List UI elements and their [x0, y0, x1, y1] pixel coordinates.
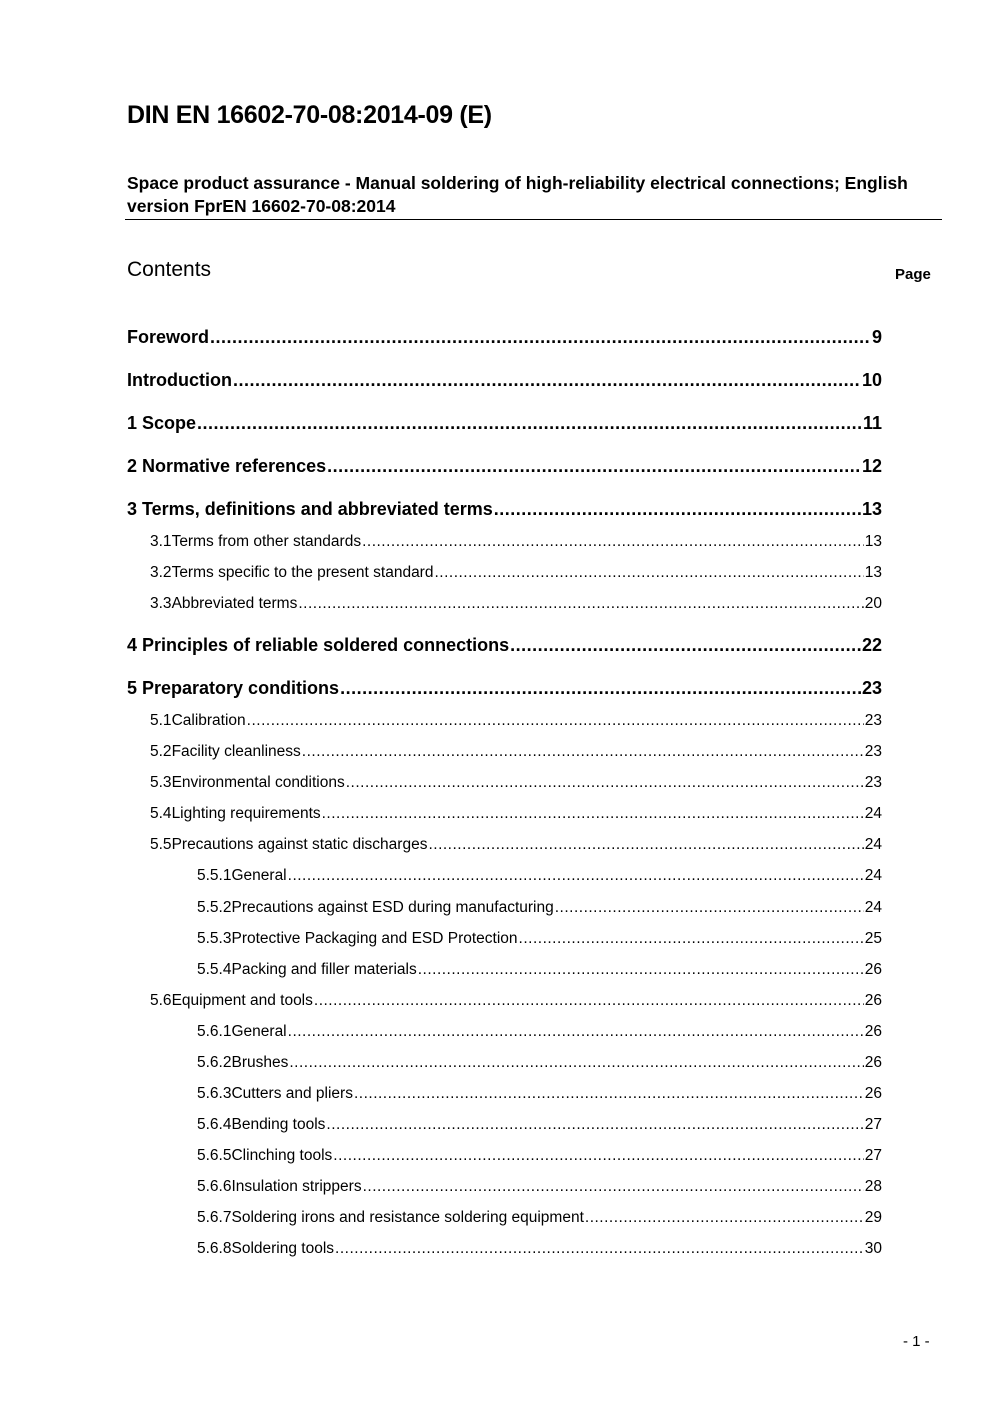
toc-entry-page: 10	[861, 370, 882, 390]
toc-dot-leader	[288, 867, 864, 885]
toc-entry-number: 5.4	[150, 805, 172, 822]
toc-dot-leader	[494, 499, 861, 520]
toc-dot-leader	[519, 930, 864, 948]
toc-dot-leader	[434, 564, 863, 582]
toc-dot-leader	[346, 774, 864, 792]
toc-dot-leader	[335, 1240, 864, 1258]
toc-dot-leader	[340, 678, 861, 699]
toc-entry-page: 28	[864, 1178, 882, 1195]
toc-dot-leader	[288, 1023, 864, 1041]
toc-entry-label: Facility cleanliness	[171, 743, 301, 760]
toc-entry[interactable]	[197, 899, 882, 917]
toc-entry-number: 5.6.8	[197, 1240, 232, 1257]
toc-entry-page: 24	[864, 867, 882, 884]
toc-entry-page: 25	[864, 930, 882, 947]
toc-entry[interactable]	[197, 1178, 882, 1196]
toc-entry-number: 5.6.2	[197, 1054, 232, 1071]
toc-entry-page: 26	[864, 961, 882, 978]
toc-entry[interactable]	[197, 1023, 882, 1041]
toc-entry-page: 24	[864, 899, 882, 916]
toc-entry[interactable]	[197, 930, 882, 948]
toc-entry-number: 5.6.4	[197, 1116, 232, 1133]
toc-entry[interactable]	[150, 774, 882, 792]
toc-entry-label: General	[231, 1023, 287, 1040]
toc-entry-title: 3 Terms, definitions and abbreviated terms	[127, 499, 493, 519]
document-subtitle: Space product assurance - Manual soldering of high-reliability electrical connections; English version FprEN 16602-70-08:2014	[127, 173, 908, 216]
toc-dot-leader	[247, 712, 864, 730]
toc-entry-number: 5.5.2	[197, 899, 232, 916]
toc-entry-title: 4 Principles of reliable soldered connections	[127, 635, 510, 655]
toc-dot-leader	[298, 595, 863, 613]
toc-dot-leader	[326, 1116, 863, 1134]
toc-entry[interactable]	[150, 805, 882, 823]
toc-entry[interactable]	[197, 1209, 882, 1227]
page-column-label: Page	[895, 266, 931, 283]
toc-entry[interactable]	[197, 1116, 882, 1134]
toc-entry[interactable]	[150, 712, 882, 730]
toc-entry-number: 5.1	[150, 712, 172, 729]
toc-entry-page: 20	[864, 595, 882, 612]
toc-entry-page: 13	[864, 533, 882, 550]
toc-dot-leader	[197, 413, 862, 434]
toc-entry[interactable]	[127, 413, 882, 434]
toc-entry[interactable]	[197, 1240, 882, 1258]
toc-entry-number: 5.6.5	[197, 1147, 232, 1164]
toc-dot-leader	[510, 635, 861, 656]
toc-entry-title: Introduction	[127, 370, 232, 390]
toc-dot-leader	[314, 992, 864, 1010]
toc-dot-leader	[418, 961, 864, 979]
toc-entry-label: Brushes	[231, 1054, 289, 1071]
toc-entry-label: Terms from other standards	[171, 533, 362, 550]
toc-dot-leader	[428, 836, 863, 854]
toc-dot-leader	[302, 743, 864, 761]
toc-entry-page: 23	[864, 774, 882, 791]
toc-entry-page: 30	[864, 1240, 882, 1257]
toc-entry[interactable]	[127, 456, 882, 477]
toc-entry-page: 29	[864, 1209, 882, 1226]
toc-dot-leader	[233, 370, 861, 391]
toc-entry-page: 26	[864, 992, 882, 1009]
toc-entry[interactable]	[150, 836, 882, 854]
toc-entry[interactable]	[197, 867, 882, 885]
toc-entry[interactable]	[127, 370, 882, 391]
toc-dot-leader	[363, 1178, 864, 1196]
toc-entry-number: 5.6.1	[197, 1023, 232, 1040]
toc-entry[interactable]	[197, 1147, 882, 1165]
toc-entry[interactable]	[150, 992, 882, 1010]
toc-entry-page: 22	[861, 635, 882, 655]
toc-entry-number: 5.5	[150, 836, 172, 853]
toc-entry-page: 11	[862, 413, 882, 433]
toc-entry-page: 23	[861, 678, 882, 698]
toc-entry-label: Equipment and tools	[171, 992, 313, 1009]
toc-dot-leader	[585, 1209, 864, 1227]
header-divider	[125, 219, 942, 220]
toc-entry-label: Environmental conditions	[171, 774, 345, 791]
toc-entry-label: General	[231, 867, 287, 884]
toc-entry-number: 5.2	[150, 743, 172, 760]
toc-entry-title: 1 Scope	[127, 413, 197, 433]
toc-entry[interactable]	[127, 678, 882, 699]
toc-entry-page: 27	[864, 1147, 882, 1164]
toc-dot-leader	[210, 327, 871, 348]
toc-entry-label: Precautions against ESD during manufacturing	[231, 899, 554, 916]
toc-entry-page: 13	[861, 499, 882, 519]
toc-entry-label: Cutters and pliers	[231, 1085, 353, 1102]
toc-dot-leader	[289, 1054, 863, 1072]
toc-entry-page: 26	[864, 1085, 882, 1102]
toc-entry-label: Abbreviated terms	[171, 595, 298, 612]
toc-entry-label: Soldering irons and resistance soldering equipment	[231, 1209, 584, 1226]
toc-entry[interactable]	[150, 533, 882, 551]
toc-entry[interactable]	[197, 1054, 882, 1072]
toc-dot-leader	[322, 805, 864, 823]
document-id: DIN EN 16602-70-08:2014-09 (E)	[127, 101, 492, 129]
toc-entry[interactable]	[150, 595, 882, 613]
toc-entry-number: 5.6.6	[197, 1178, 232, 1195]
toc-entry-page: 24	[864, 836, 882, 853]
toc-entry-page: 12	[861, 456, 882, 476]
toc-entry[interactable]	[127, 327, 882, 348]
toc-entry-label: Packing and filler materials	[231, 961, 417, 978]
toc-dot-leader	[354, 1085, 864, 1103]
toc-dot-leader	[362, 533, 864, 551]
toc-entry-page: 9	[871, 327, 882, 347]
toc-entry-number: 5.5.1	[197, 867, 232, 884]
toc-entry-number: 5.6.7	[197, 1209, 232, 1226]
toc-entry-number: 5.5.4	[197, 961, 232, 978]
toc-entry-label: Protective Packaging and ESD Protection	[231, 930, 518, 947]
toc-entry-page: 23	[864, 712, 882, 729]
toc-entry-label: Insulation strippers	[231, 1178, 362, 1195]
toc-entry-label: Bending tools	[231, 1116, 326, 1133]
toc-entry-number: 5.5.3	[197, 930, 232, 947]
footer-page-number: - 1 -	[903, 1333, 930, 1350]
toc-dot-leader	[333, 1147, 863, 1165]
toc-entry-page: 26	[864, 1023, 882, 1040]
toc-entry-number: 5.6	[150, 992, 172, 1009]
toc-entry-label: Clinching tools	[231, 1147, 333, 1164]
toc-entry[interactable]	[197, 1085, 882, 1103]
toc-entry-page: 24	[864, 805, 882, 822]
toc-entry[interactable]	[127, 499, 882, 520]
toc-entry-label: Precautions against static discharges	[171, 836, 428, 853]
contents-heading: Contents	[127, 258, 212, 281]
toc-entry-title: Foreword	[127, 327, 210, 347]
toc-entry-number: 3.3	[150, 595, 172, 612]
toc-entry[interactable]	[150, 743, 882, 761]
toc-entry[interactable]	[150, 564, 882, 582]
toc-entry-label: Soldering tools	[231, 1240, 335, 1257]
toc-entry-title: 5 Preparatory conditions	[127, 678, 340, 698]
toc-entry-number: 5.6.3	[197, 1085, 232, 1102]
toc-dot-leader	[327, 456, 861, 477]
toc-entry-label: Lighting requirements	[171, 805, 321, 822]
toc-entry-number: 3.2	[150, 564, 172, 581]
toc-entry-page: 27	[864, 1116, 882, 1133]
toc-entry-page: 26	[864, 1054, 882, 1071]
toc-entry-page: 23	[864, 743, 882, 760]
toc-entry-number: 3.1	[150, 533, 172, 550]
toc-entry[interactable]	[197, 961, 882, 979]
toc-dot-leader	[555, 899, 864, 917]
toc-entry-label: Terms specific to the present standard	[171, 564, 434, 581]
toc-entry[interactable]	[127, 635, 882, 656]
toc-entry-number: 5.3	[150, 774, 172, 791]
toc-entry-page: 13	[864, 564, 882, 581]
toc-entry-label: Calibration	[171, 712, 246, 729]
toc-entry-title: 2 Normative references	[127, 456, 327, 476]
